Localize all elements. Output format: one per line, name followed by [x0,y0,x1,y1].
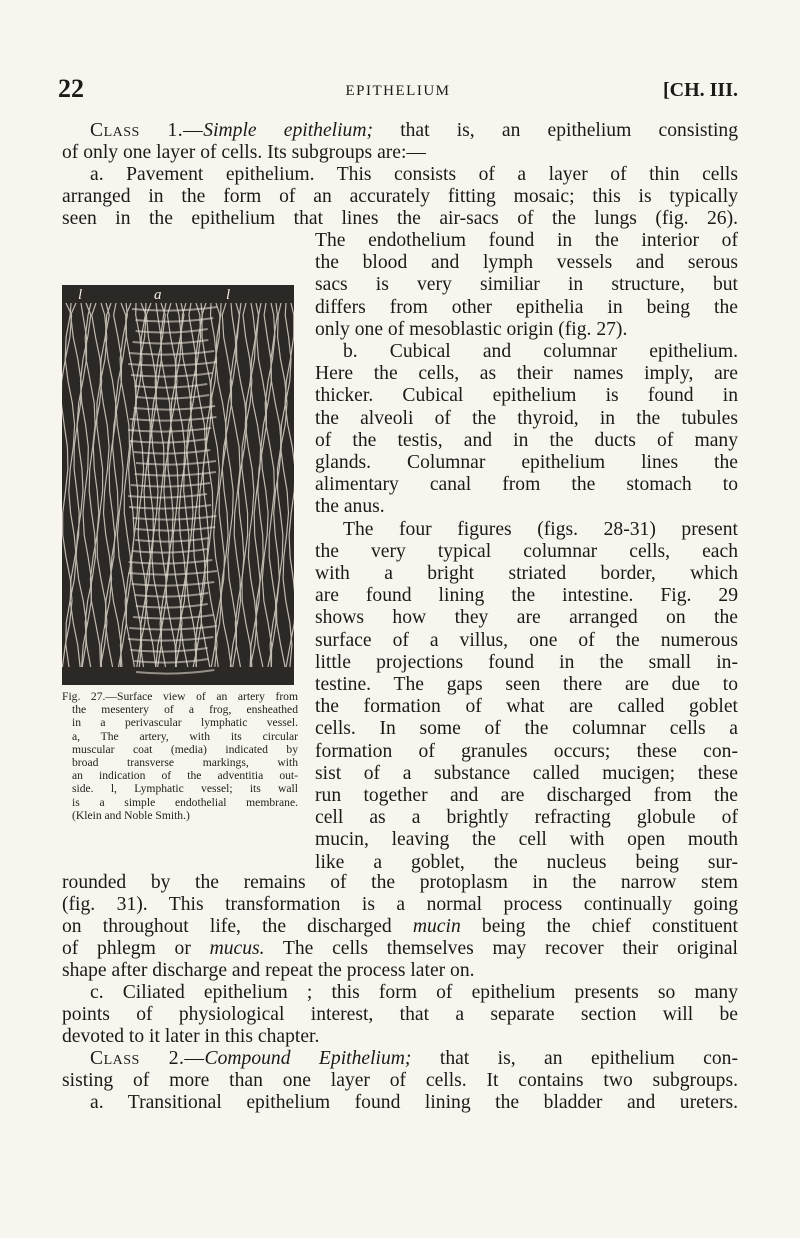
class2-heading: Class 2.—Compound Epithelium; that is, an epithelium con- [90,1048,739,1069]
column-line: sist of a substance called mucigen; these [315,762,738,784]
paragraph-line: a. Transitional epithelium found lining the bladder and ureters. [90,1092,738,1113]
column-line: like a goblet, the nucleus being sur- [315,851,738,873]
column-line: cells. In some of the columnar cells a [315,718,738,740]
caption-line: the mesentery of a frog, ensheathed [72,703,298,717]
column-line: the very typical columnar cells, each [315,540,738,562]
running-title: EPITHELIUM [345,83,451,99]
column-line: b. Cubical and columnar epithelium. [343,341,738,362]
column-line: the formation of what are called goblet [315,696,738,718]
column-line: of the testis, and in the ducts of many [315,429,738,451]
column-line: Here the cells, as their names imply, are [315,363,738,385]
caption-line: broad transverse markings, with [72,756,298,770]
column-line: testine. The gaps seen there are due to [315,674,738,695]
paragraph-line: rounded by the remains of the protoplasm in the narrow stem [62,872,738,893]
column-line: the alveoli of the thyroid, in the tubules [315,407,738,429]
caption-line: muscular coat (media) indicated by [72,742,298,756]
paragraph-line: points of physiological interest, that a separate section will be [62,1004,738,1025]
caption-line: side. l, Lymphatic vessel; its wall [72,782,298,796]
paragraph-line: c. Ciliated epithelium ; this form of epithelium presents so many [90,982,738,1003]
column-line: with a bright striated border, which [315,563,738,584]
caption-line: Fig. 27.—Surface view of an artery from [62,690,298,703]
caption-line: is a simple endothelial membrane. [72,795,298,809]
column-line: glands. Columnar epithelium lines the [315,452,738,473]
column-line: cell as a brightly refracting globule of [315,807,738,829]
column-line: are found lining the intestine. Fig. 29 [315,585,738,607]
column-line: differs from other epithelia in being the [315,296,738,318]
column-line: shows how they are arranged on the [315,607,738,629]
figure-caption [62,690,298,822]
paragraph-line: of phlegm or mucus. The cells themselves may recover their original [62,938,738,959]
paragraph-line: of only one layer of cells. Its subgroups are:— [62,142,427,163]
paragraph-line: a. Pavement epithelium. This consists of a layer of thin cells [90,164,738,185]
column-line: little projections found in the small in- [315,651,738,673]
caption-line: an indication of the adventitia out- [72,769,298,783]
column-line: surface of a villus, one of the numerous [315,629,738,651]
column-line: The endothelium found in the interior of [315,230,738,251]
column-line: alimentary canal from the stomach to [315,474,738,496]
paragraph-line: devoted to it later in this chapter. [62,1026,320,1047]
paragraph-line: sisting of more than one layer of cells. It contains two subgroups. [62,1070,738,1091]
chapter-tag: [CH. III. [662,79,738,101]
column-line: formation of granules occurs; these con- [315,740,738,762]
paragraph-line: arranged in the form of an accurately fitting mosaic; this is typically [62,186,738,207]
figure-artery-lymphatic-vessel [62,285,294,685]
column-line: run together and are discharged from the [315,785,738,806]
figure-illustration [62,285,294,685]
column-line: sacs is very similiar in structure, but [315,274,738,296]
paragraph-line: shape after discharge and repeat the process later on. [62,960,475,981]
caption-line: a, The artery, with its circular [72,729,298,743]
figure-label-l: l [78,287,83,303]
caption-line: in a perivascular lymphatic vessel. [72,716,298,730]
page-number: 22 [58,74,84,103]
paragraph-line: seen in the epithelium that lines the air-sacs of the lungs (fig. 26). [62,208,738,229]
column-line: the anus. [315,496,385,518]
page-header [58,74,738,110]
class1-heading: Class 1.—Simple epithelium; that is, an epithelium consisting [90,120,738,141]
caption-line: (Klein and Noble Smith.) [72,808,190,822]
paragraph-line: on throughout life, the discharged mucin being the chief constituent [62,916,739,937]
column-line: the blood and lymph vessels and serous [315,252,738,274]
column-line: The four figures (figs. 28-31) present [343,518,738,540]
paragraph-line: (fig. 31). This transformation is a normal process continually going [62,894,738,915]
figure-label-l: l [226,287,231,303]
figure-label-a: a [154,287,162,303]
column-line: only one of mesoblastic origin (fig. 27). [315,318,628,340]
column-line: mucin, leaving the cell with open mouth [315,829,738,851]
column-line: thicker. Cubical epithelium is found in [315,385,738,407]
